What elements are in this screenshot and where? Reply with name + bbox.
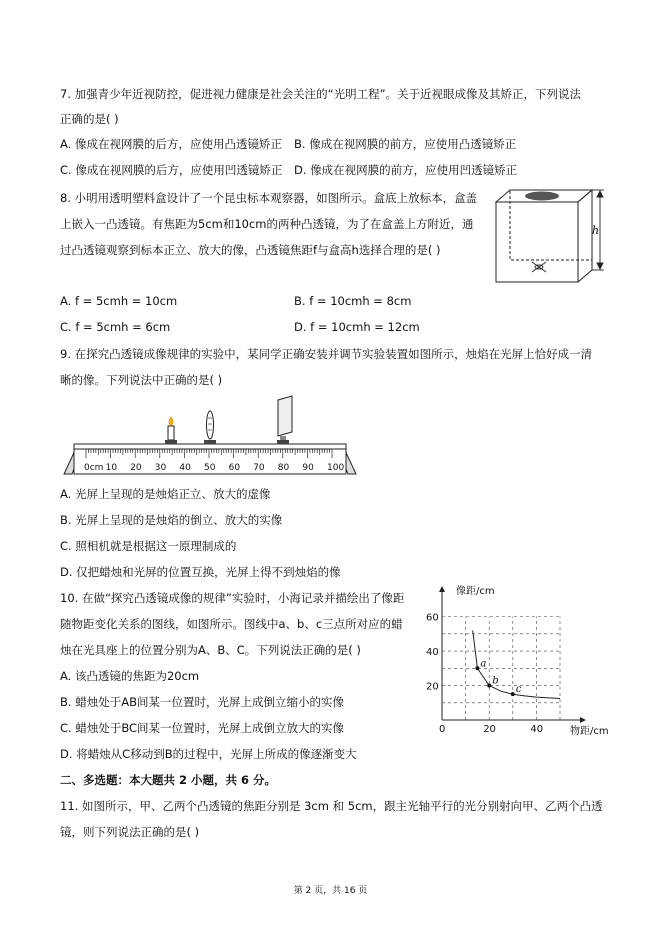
ruler-label: 90 [302, 463, 314, 473]
ruler-label: 20 [130, 463, 142, 473]
q8-option-b-text: B. f = 10cmh = 8cm [294, 294, 412, 308]
ruler-label: 100 [327, 463, 345, 473]
q8-stem-line2: 上嵌入一凸透镜。有焦距为5cm和10cm的两种凸透镜，为了在盒盖上方附近，通 [60, 217, 474, 231]
q10-stem-line1: 10. 在做“探究凸透镜成像的规律”实验时，小海记录并描绘出了像距 [60, 591, 405, 605]
q8-option-a[interactable] [60, 294, 177, 308]
box-front-face [496, 202, 578, 282]
q7-option-a[interactable]: A. 像成在视网膜的后方，应使用凸透镜矫正 [60, 137, 282, 151]
ruler-label: 60 [228, 463, 241, 473]
chart-y-arrow [439, 586, 445, 592]
chart-x-axis-label: 物距/cm [570, 726, 609, 737]
height-label: h [592, 224, 600, 237]
lens-icon [204, 411, 216, 444]
chart-axes [439, 586, 586, 723]
ruler-label: 10 [105, 463, 118, 473]
screen-icon [277, 396, 292, 444]
q9-option-b[interactable]: B. 光屏上呈现的是烛焰的倒立、放大的实像 [60, 513, 283, 527]
q8-option-b[interactable] [294, 294, 411, 308]
chart-point-label: a [480, 658, 487, 670]
optical-bench-figure [60, 394, 360, 480]
lens-ellipse [525, 192, 559, 201]
q9-option-d[interactable]: D. 仅把蜡烛和光屏的位置互换，光屏上得不到烛焰的像 [60, 565, 341, 579]
chart-x-arrow [580, 717, 586, 723]
q7-option-d[interactable]: D. 像成在视网膜的前方，应使用凹透镜矫正 [294, 163, 518, 177]
q9-stem-line1: 9. 在探究凸透镜成像规律的实验中，某同学正确安装并调节实验装置如图所示，烛焰在光屏上恰好成一清 [60, 347, 593, 361]
ruler-label: 70 [253, 463, 265, 473]
q11-stem-line1: 11. 如图所示，甲、乙两个凸透镜的焦距分别是 3cm 和 5cm，跟主光轴平行的光分别射向甲、乙两个凸透 [60, 799, 603, 813]
q8-stem-line3: 过凸透镜观察到标本正立、放大的像，凸透镜焦距f与盒高h选择合理的是( ) [60, 243, 441, 257]
insect-box-figure [488, 188, 608, 288]
q10-option-a[interactable]: A. 该凸透镜的焦距为20cm [60, 669, 200, 683]
chart-point-label: b [492, 675, 499, 687]
q9-option-a[interactable]: A. 光屏上呈现的是烛焰正立、放大的虚像 [60, 487, 271, 501]
chart-x-tick-label: 0 [439, 724, 446, 735]
candle-icon [165, 417, 177, 444]
q10-option-c[interactable]: C. 蜡烛处于BC间某一位置时，光屏上成倒立放大的实像 [60, 721, 345, 735]
q8-option-c-text: C. f = 5cmh = 6cm [60, 320, 171, 334]
ruler-label: 50 [204, 463, 216, 473]
q9-option-c[interactable]: C. 照相机就是根据这一原理制成的 [60, 539, 237, 553]
image-distance-chart [420, 580, 610, 740]
chart-y-tick-label: 60 [426, 612, 439, 624]
chart-grid [442, 617, 560, 720]
q7-option-c[interactable]: C. 像成在视网膜的后方，应使用凹透镜矫正 [60, 163, 283, 177]
q10-option-d[interactable]: D. 将蜡烛从C移动到B的过程中，光屏上所成的像逐渐变大 [60, 747, 357, 761]
q10-stem-line3: 烛在光具座上的位置分别为A、B、C。下列说法正确的是( ) [60, 643, 361, 657]
q7-stem-line1: 7. 加强青少年近视防控，促进视力健康是社会关注的“光明工程”。关于近视眼成像及其矫正，下列说法 [60, 87, 582, 101]
chart-y-tick-label: 40 [426, 647, 439, 659]
chart-point-a [475, 666, 479, 670]
q8-option-c[interactable] [60, 320, 170, 334]
q9-stem-line2: 晰的像。下列说法中正确的是( ) [60, 373, 223, 387]
chart-x-tick-label: 20 [483, 724, 496, 735]
ruler-label: 80 [277, 463, 290, 473]
q8-option-d-text: D. f = 10cmh = 12cm [294, 320, 420, 334]
q8-stem-line1: 8. 小明用透明塑料盒设计了一个昆虫标本观察器，如图所示。盒底上放标本，盒盖 [60, 191, 478, 205]
page-footer: 第 2 页，共 16 页 [293, 886, 368, 896]
ruler-label: 30 [154, 463, 167, 473]
chart-point-b [487, 684, 491, 688]
q8-option-d[interactable] [294, 320, 420, 334]
chart-y-tick-label: 20 [426, 681, 439, 693]
q7-stem-line2: 正确的是( ) [60, 112, 119, 126]
section-2-heading: 二、多选题：本大题共 2 小题，共 6 分。 [60, 773, 277, 787]
insect-icon [532, 262, 546, 272]
q10-stem-line2: 随物距变化关系的图线，如图所示。图线中a、b、c三点所对应的蜡 [60, 617, 403, 631]
q11-stem-line2: 镜，则下列说法正确的是( ) [60, 825, 200, 839]
q10-option-b[interactable]: B. 蜡烛处于AB间某一位置时，光屏上成倒立缩小的实像 [60, 695, 344, 709]
chart-point-c [511, 692, 515, 696]
q7-option-b[interactable]: B. 像成在视网膜的前方，应使用凸透镜矫正 [294, 137, 517, 151]
q8-option-a-text: A. f = 5cmh = 10cm [60, 294, 178, 308]
chart-y-axis-label: 像距/cm [456, 586, 495, 597]
box-right-face [578, 190, 592, 282]
ruler-label: 0cm [84, 463, 104, 473]
chart-x-tick-label: 40 [530, 724, 544, 735]
chart-point-label: c [515, 684, 522, 696]
ruler-label: 40 [179, 463, 191, 473]
chart-tick-labels [426, 613, 543, 735]
